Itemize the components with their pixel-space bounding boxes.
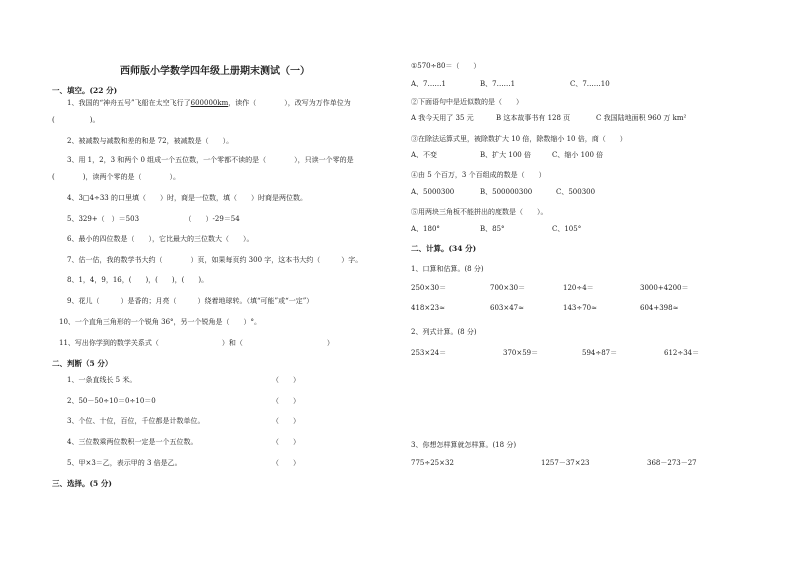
question-1-text: 1、我国的“神舟五号”飞船在太空飞行了 — [67, 99, 191, 107]
section-fill-blank-heading: 一、填空。(22 分) — [52, 86, 118, 95]
question-1-line-1 — [67, 100, 351, 108]
choice-2-option-c: C 我国陆地面积 960 万 km² — [596, 114, 687, 122]
judge-2: 2、50－50÷10＝0÷10＝0 — [67, 397, 156, 405]
choice-3-option-b: B、扩大 100 倍 — [480, 151, 531, 159]
question-8: 8、1，4，9，16，( )，( )，( )。 — [67, 276, 209, 284]
question-7: 7、估一估，我的数学书大约（ ）页，如果每页约 300 字，这本书大约（ ）字。 — [67, 256, 363, 264]
judge-1-answer-blank: （ ） — [272, 376, 300, 384]
judge-3-answer-blank: （ ） — [272, 417, 300, 425]
choice-2: ②下面语句中是近似数的是（ ） — [411, 98, 523, 106]
free-calc-item: 775÷25×32 — [411, 459, 454, 467]
free-calc-item: 368－273－27 — [647, 459, 697, 467]
question-3-line-1: 3、用 1，2，3 和两个 0 组成一个五位数，一个零都不读的是（ ），只读一个零的是 — [67, 156, 354, 164]
choice-4-option-b: B、500000300 — [480, 188, 533, 196]
choice-4-option-a: A、5000300 — [411, 188, 455, 196]
question-9: 9、花儿（ ）是香的；月亮（ ）绕着地球转。（填“可能”或“一定”） — [67, 297, 314, 305]
judge-3: 3、个位、十位，百位，千位都是计数单位。 — [67, 417, 205, 425]
column-calc-item: 594÷87＝ — [582, 349, 618, 357]
column-calc-item: 370×59＝ — [503, 349, 539, 357]
section-calculation-heading: 二、计算。(34 分) — [411, 244, 477, 253]
choice-5: ⑤用两块三角板不能拼出的度数是（ ）。 — [411, 208, 548, 216]
section-judge-heading: 二、判断（5 分） — [52, 359, 113, 368]
oral-calc-item: 143÷70≈ — [563, 304, 597, 312]
choice-1-option-a: A、7……1 — [411, 80, 446, 88]
oral-calc-item: 700×30＝ — [490, 284, 526, 292]
question-6: 6、最小的四位数是（ ），它比最大的三位数大（ ）。 — [67, 235, 254, 243]
section-choice-heading: 三、选择。(5 分) — [52, 479, 112, 488]
choice-3-option-c: C、缩小 100 倍 — [552, 151, 604, 159]
question-1-line-2: ( )。 — [52, 116, 100, 124]
column-calc-item: 612÷34＝ — [664, 349, 700, 357]
free-calc-heading: 3、你想怎样算就怎样算。(18 分) — [411, 441, 517, 449]
choice-3: ③在除法运算式里，被除数扩大 10 倍，除数缩小 10 倍，商（ ） — [411, 135, 627, 143]
free-calc-item: 1257－37×23 — [541, 459, 590, 467]
question-4: 4、3□4÷33 的口里填（ ）时，商是一位数，填（ ）时商是两位数。 — [67, 194, 307, 202]
page-title: 西师版小学数学四年级上册期末测试（一） — [120, 66, 310, 77]
choice-4-option-c: C、500300 — [556, 188, 596, 196]
oral-calc-item: 250×30＝ — [411, 284, 447, 292]
choice-2-option-b: B 这本故事书有 128 页 — [496, 114, 571, 122]
choice-5-option-b: B、85° — [480, 225, 505, 233]
oral-calc-item: 603×47≈ — [490, 304, 524, 312]
question-3-line-2: ( )，读两个零的是（ ）。 — [52, 173, 180, 181]
oral-calc-heading: 1、口算和估算。(8 分) — [411, 265, 484, 273]
column-calc-heading: 2、列式计算。(8 分) — [411, 328, 477, 336]
choice-5-option-c: C、105° — [552, 225, 582, 233]
judge-5-answer-blank: （ ） — [272, 459, 300, 467]
column-calc-item: 253×24＝ — [411, 349, 447, 357]
judge-1: 1、一条直线长 5 米。 — [67, 376, 137, 384]
judge-4-answer-blank: （ ） — [272, 438, 300, 446]
question-10: 10、一个直角三角形的一个锐角 36°，另一个锐角是（ ）°。 — [59, 318, 262, 326]
question-2: 2、被减数与减数和差的和是 72，被减数是（ ）。 — [67, 137, 234, 145]
choice-1-option-c: C、7……10 — [570, 80, 610, 88]
question-1-number: 600000km — [190, 99, 229, 107]
choice-2-option-a: A 我今天用了 35 元 — [411, 114, 474, 122]
judge-4: 4、三位数乘两位数积一定是一个五位数。 — [67, 438, 198, 446]
oral-calc-item: 120÷4＝ — [563, 284, 594, 292]
judge-5: 5、甲×3＝乙，表示甲的 3 倍是乙。 — [67, 459, 182, 467]
oral-calc-item: 604+398≈ — [640, 304, 679, 312]
question-1-text-rest: ，读作（ ），改写为万作单位为 — [228, 99, 351, 107]
oral-calc-item: 3000+4200＝ — [640, 284, 689, 292]
choice-5-option-a: A、180° — [411, 225, 440, 233]
question-5: 5、329+（ ）＝503 （ ）-29＝54 — [67, 215, 240, 223]
judge-2-answer-blank: （ ） — [272, 397, 300, 405]
choice-1: ①570÷80＝（ ） — [411, 62, 481, 70]
choice-3-option-a: A、不变 — [411, 151, 438, 159]
choice-4: ④由 5 个百万，3 个百组成的数是（ ） — [411, 171, 546, 179]
oral-calc-item: 418×23≈ — [411, 304, 445, 312]
question-11: 11、写出你学到的数学关系式（ ）和（ ） — [59, 339, 334, 347]
choice-1-option-b: B、7……1 — [480, 80, 516, 88]
